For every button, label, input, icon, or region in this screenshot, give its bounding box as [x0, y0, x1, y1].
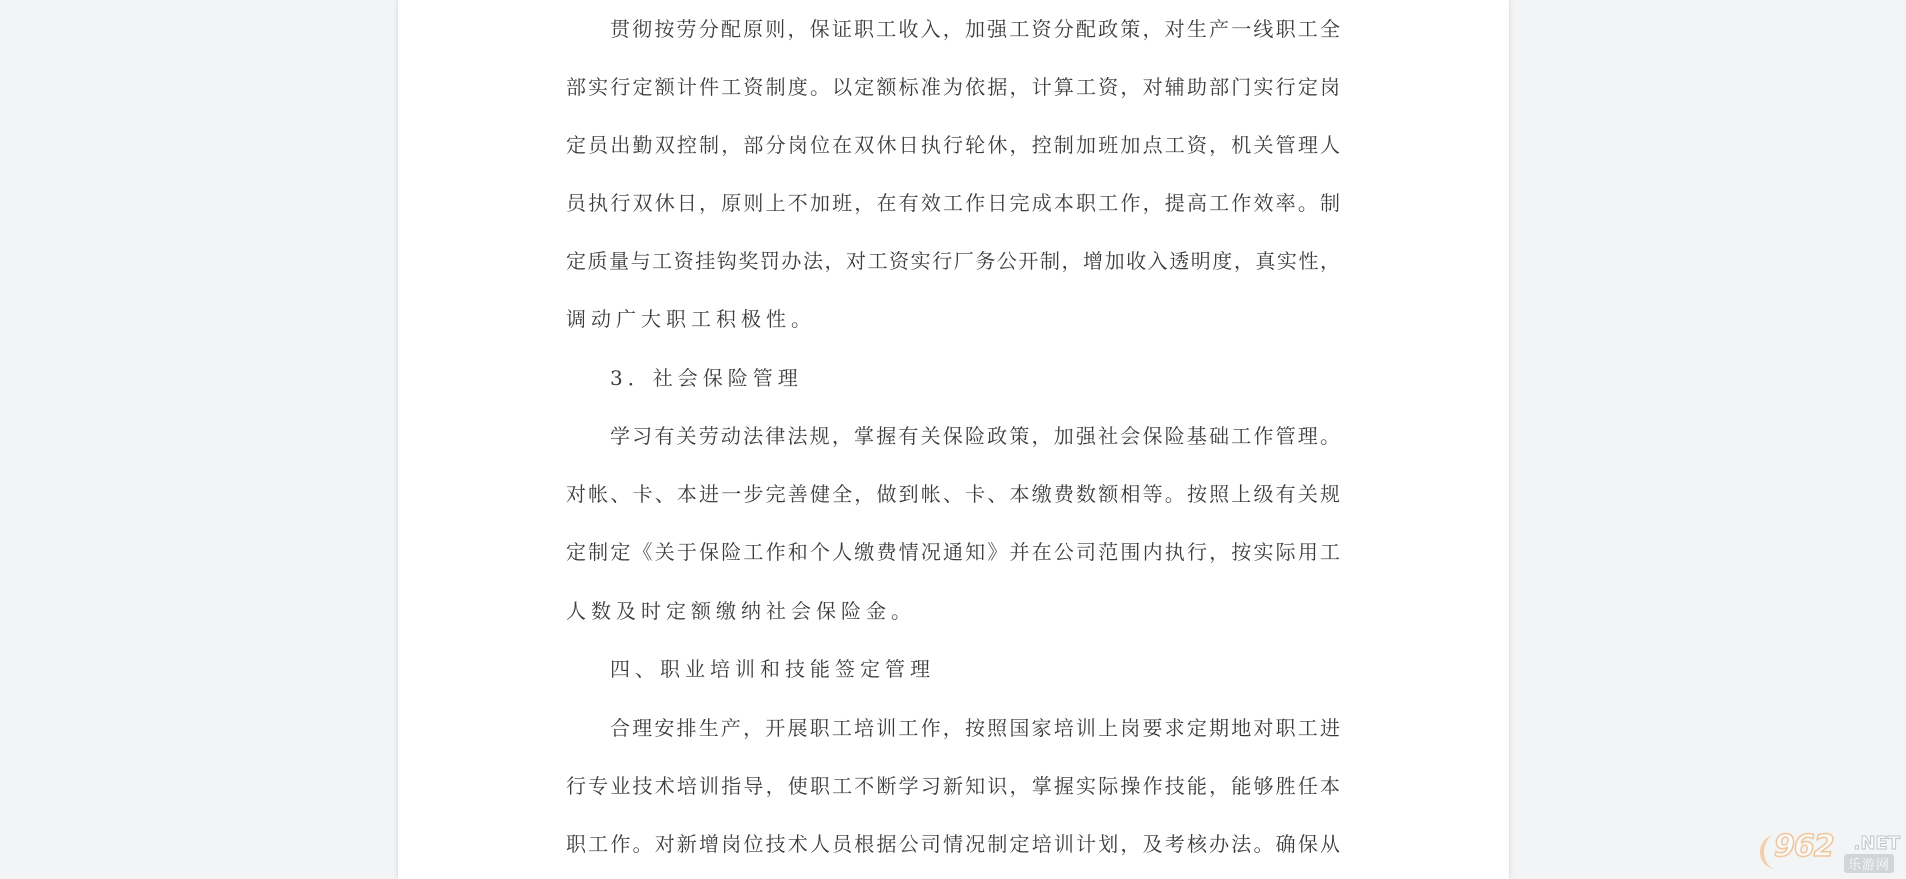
paragraph-line: 调动广大职工积极性。	[566, 307, 816, 331]
paragraph-line: 对帐、卡、本进一步完善健全，做到帐、卡、本缴费数额相等。按照上级有关规	[566, 482, 1340, 506]
section-heading: 四、职业培训和技能签定管理	[610, 657, 935, 681]
paragraph-line: 人数及时定额缴纳社会保险金。	[566, 599, 916, 623]
paragraph-line: 学习有关劳动法律法规，掌握有关保险政策，加强社会保险基础工作管理。	[610, 424, 1340, 448]
paragraph-line: 贯彻按劳分配原则，保证职工收入，加强工资分配政策，对生产一线职工全	[610, 17, 1340, 41]
section-heading: 3．社会保险管理	[610, 366, 803, 390]
paragraph-line: 定质量与工资挂钩奖罚办法，对工资实行厂务公开制，增加收入透明度，真实性，	[566, 249, 1340, 273]
site-watermark-logo	[1760, 829, 1900, 873]
watermark-subtitle: 乐游网	[1844, 854, 1894, 873]
paragraph-line: 部实行定额计件工资制度。以定额标准为依据，计算工资，对辅助部门实行定岗	[566, 75, 1340, 99]
paragraph-line: 行专业技术培训指导，使职工不断学习新知识，掌握实际操作技能，能够胜任本	[566, 774, 1340, 798]
paragraph-line: 定制定《关于保险工作和个人缴费情况通知》并在公司范围内执行，按实际用工	[566, 540, 1340, 564]
watermark-suffix: .NET	[1853, 833, 1900, 854]
document-page	[398, 0, 1509, 879]
paragraph-line: 合理安排生产，开展职工培训工作，按照国家培训上岗要求定期地对职工进	[610, 716, 1340, 740]
paragraph-line: 职工作。对新增岗位技术人员根据公司情况制定培训计划，及考核办法。确保从	[566, 832, 1340, 856]
paragraph-line: 定员出勤双控制，部分岗位在双休日执行轮休，控制加班加点工资，机关管理人	[566, 133, 1340, 157]
watermark-brand: 962	[1774, 829, 1834, 864]
paragraph-line: 员执行双休日，原则上不加班，在有效工作日完成本职工作，提高工作效率。制	[566, 191, 1340, 215]
